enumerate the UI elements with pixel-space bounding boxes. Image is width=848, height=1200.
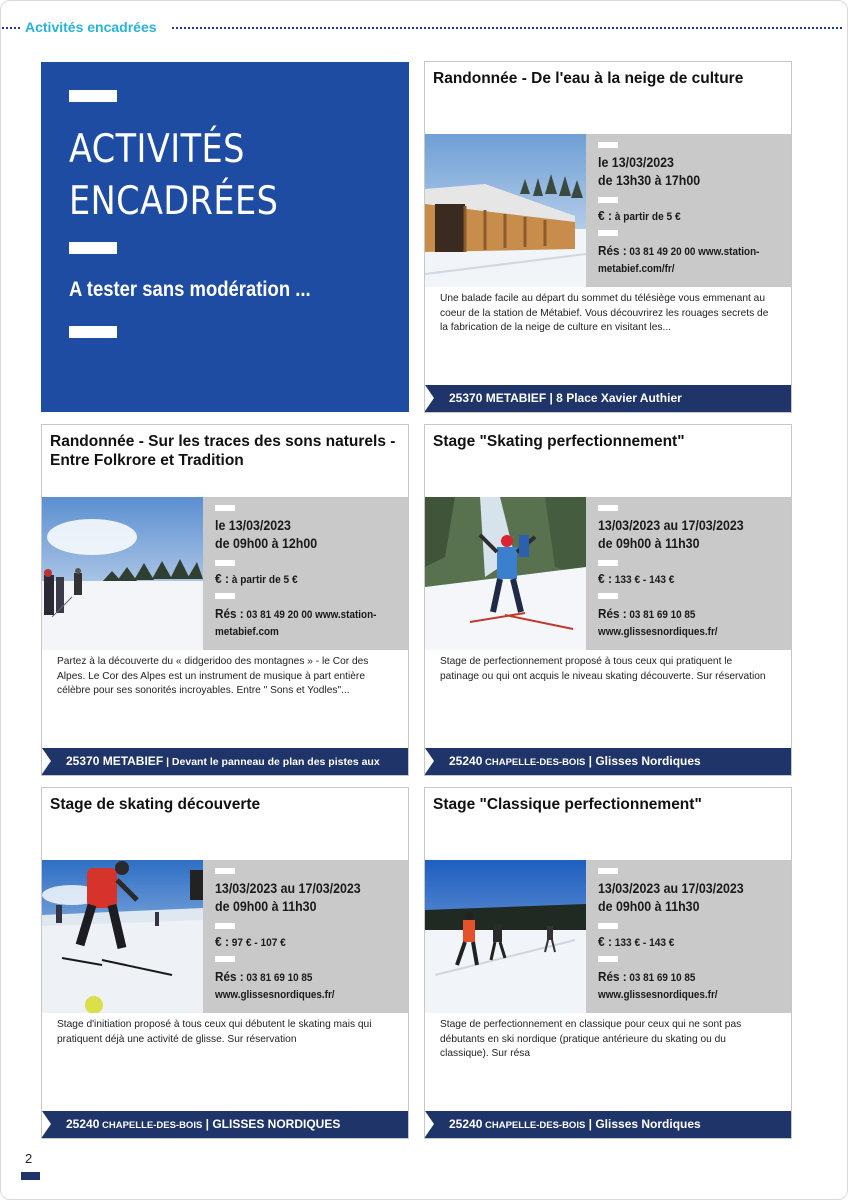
info-panel — [203, 860, 408, 1013]
dates — [598, 154, 700, 190]
price-value: 133 € - 143 € — [614, 574, 675, 586]
info-panel — [586, 860, 791, 1013]
info-bar — [598, 560, 618, 566]
info-bar — [598, 868, 618, 874]
header-divider-right — [172, 27, 842, 29]
res-label: Rés : — [598, 243, 627, 258]
activity-card[interactable] — [41, 787, 409, 1139]
location-bar — [42, 1111, 408, 1138]
reservation — [598, 968, 787, 1004]
card-title: Randonnée - De l'eau à la neige de culture — [433, 70, 744, 87]
res-link[interactable]: www.glissesnordiques.fr/ — [598, 989, 718, 1001]
hero-subtitle: A tester sans modération ... — [69, 278, 311, 301]
location-bar — [425, 1111, 791, 1138]
res-link[interactable]: www.glissesnordiques.fr/ — [215, 989, 335, 1001]
location-text — [66, 754, 380, 768]
location-bar — [425, 385, 791, 412]
res-label: Rés : — [215, 606, 244, 621]
price-value: à partir de 5 € — [231, 574, 298, 586]
res-label: Rés : — [215, 969, 244, 984]
location-text — [66, 1117, 340, 1131]
info-bar — [215, 868, 235, 874]
price-symbol: € : — [215, 571, 229, 586]
activity-card[interactable] — [41, 424, 409, 776]
card-title: Stage "Skating perfectionnement" — [433, 433, 685, 450]
location-detail: | Glisses Nordiques — [585, 754, 701, 768]
location-text — [449, 1117, 701, 1131]
info-bar — [598, 505, 618, 511]
hero-title-line1: ACTIVITÉS — [69, 127, 245, 172]
info-bar — [215, 593, 235, 599]
location-detail: | GLISSES NORDIQUES — [202, 1117, 341, 1131]
activity-card[interactable] — [424, 424, 792, 776]
time-line: de 09h00 à 11h30 — [598, 899, 700, 914]
price-symbol: € : — [215, 934, 229, 949]
hero-title-line2: ENCADRÉES — [69, 179, 279, 224]
location-postcode: 25240 — [66, 1117, 100, 1131]
info-bar — [598, 956, 618, 962]
dates — [598, 517, 744, 553]
location-postcode: 25240 — [449, 754, 483, 768]
activity-card[interactable] — [424, 787, 792, 1139]
location-bar — [42, 748, 408, 775]
res-link[interactable]: metabief.com/fr/ — [598, 263, 675, 275]
price-value: à partir de 5 € — [614, 211, 681, 223]
location-bar — [425, 748, 791, 775]
info-bar — [215, 923, 235, 929]
info-bar — [598, 197, 618, 203]
page-number: 2 — [25, 1151, 33, 1166]
location-detail: | Glisses Nordiques — [585, 1117, 701, 1131]
price — [215, 934, 286, 949]
activity-photo — [42, 860, 203, 1013]
location-town: CHAPELLE-DES-BOIS — [482, 757, 586, 768]
hero-bar-middle — [69, 242, 117, 254]
price — [598, 208, 681, 223]
hero-title — [69, 124, 353, 228]
time-line: de 13h30 à 17h00 — [598, 173, 701, 188]
info-bar — [215, 956, 235, 962]
info-panel — [586, 497, 791, 650]
location-postcode: 25370 METABIEF — [449, 391, 547, 405]
notch-shape — [425, 1111, 434, 1137]
date-line: 13/03/2023 au 17/03/2023 — [598, 518, 744, 533]
reservation — [598, 605, 787, 641]
activity-card[interactable] — [424, 61, 792, 413]
card-description: Une balade facile au départ du sommet du télésiège vous emmenant au coeur de la station de Métabief. Vous découvrirez les rouages secrets de la fabrication de la neige de culture en visitant les... — [440, 292, 769, 333]
res-link[interactable]: www.glissesnordiques.fr/ — [598, 626, 718, 638]
location-detail: | 8 Place Xavier Authier — [546, 391, 682, 405]
notch-shape — [425, 748, 434, 774]
date-line: le 13/03/2023 — [215, 518, 291, 533]
time-line: de 09h00 à 12h00 — [215, 536, 318, 551]
header-divider-left — [2, 27, 20, 29]
price-value: 97 € - 107 € — [231, 937, 286, 949]
price-value: 133 € - 143 € — [614, 937, 675, 949]
res-phone-link[interactable]: 03 81 49 20 00 www.station- — [629, 246, 760, 258]
info-bar — [598, 593, 618, 599]
res-phone-link[interactable]: 03 81 69 10 85 — [246, 972, 313, 984]
hero-bar-bottom — [69, 326, 117, 338]
card-description: Stage de perfectionnement proposé à tous ceux qui pratiquent le patinage ou qui ont acquis le niveau skating découverte. Sur réservation — [440, 655, 766, 682]
card-description: Stage d'initiation proposé à tous ceux qui débutent le skating mais qui pratiquent déjà une activité de glisse. Sur réservation — [57, 1018, 372, 1045]
info-bar — [598, 923, 618, 929]
location-text — [449, 391, 682, 405]
info-bar — [215, 505, 235, 511]
card-title: Stage de skating découverte — [50, 796, 261, 813]
dates — [598, 880, 744, 916]
activity-photo — [425, 860, 586, 1013]
location-town: CHAPELLE-DES-BOIS — [482, 1120, 586, 1131]
card-title: Stage "Classique perfectionnement" — [433, 796, 702, 813]
location-town: CHAPELLE-DES-BOIS — [99, 1120, 203, 1131]
location-postcode: 25370 METABIEF — [66, 754, 164, 768]
time-line: de 09h00 à 11h30 — [598, 536, 700, 551]
activity-photo — [425, 497, 586, 650]
price — [598, 934, 674, 949]
date-line: le 13/03/2023 — [598, 155, 674, 170]
info-bar — [598, 142, 618, 148]
price — [215, 571, 298, 586]
notch-shape — [42, 748, 51, 774]
date-line: 13/03/2023 au 17/03/2023 — [598, 881, 744, 896]
res-phone-link[interactable]: 03 81 69 10 85 — [629, 972, 696, 984]
page-number-mark — [21, 1172, 40, 1180]
info-bar — [215, 560, 235, 566]
notch-shape — [42, 1111, 51, 1137]
price-symbol: € : — [598, 934, 612, 949]
res-phone-link[interactable]: 03 81 49 20 00 www.station- — [246, 609, 377, 621]
location-detail: | Devant le panneau de plan des pistes aux — [163, 756, 380, 768]
dates — [215, 880, 361, 916]
date-line: 13/03/2023 au 17/03/2023 — [215, 881, 361, 896]
info-bar — [598, 230, 618, 236]
price — [598, 571, 674, 586]
notch-shape — [425, 385, 434, 411]
info-panel — [203, 497, 408, 650]
card-description: Stage de perfectionnement en classique pour ceux qui ne sont pas débutants en ski nordique (pratique antérieure du skating ou du classique). Sur résa — [440, 1018, 742, 1059]
hero-bar-top — [69, 90, 117, 102]
location-text — [449, 754, 701, 768]
res-phone-link[interactable]: 03 81 69 10 85 — [629, 609, 696, 621]
res-label: Rés : — [598, 606, 627, 621]
reservation — [215, 968, 404, 1004]
info-panel — [586, 134, 791, 287]
res-link[interactable]: metabief.com — [215, 626, 279, 638]
activity-photo — [425, 134, 586, 287]
reservation — [215, 605, 404, 641]
location-postcode: 25240 — [449, 1117, 483, 1131]
hero-panel — [41, 62, 409, 412]
section-title: Activités encadrées — [25, 19, 157, 35]
card-title: Randonnée - Sur les traces des sons naturels - Entre Folkrore et Tradition — [50, 433, 396, 469]
res-label: Rés : — [598, 969, 627, 984]
price-symbol: € : — [598, 571, 612, 586]
price-symbol: € : — [598, 208, 612, 223]
card-description: Partez à la découverte du « didgeridoo des montagnes » - le Cor des Alpes. Le Cor des Alpes est un instrument de musique à part entière célèbre pour ses sonorités incroyables. Entre " Sons et Yodles"... — [57, 655, 369, 696]
dates — [215, 517, 317, 553]
reservation — [598, 242, 787, 278]
activity-photo — [42, 497, 203, 650]
time-line: de 09h00 à 11h30 — [215, 899, 317, 914]
